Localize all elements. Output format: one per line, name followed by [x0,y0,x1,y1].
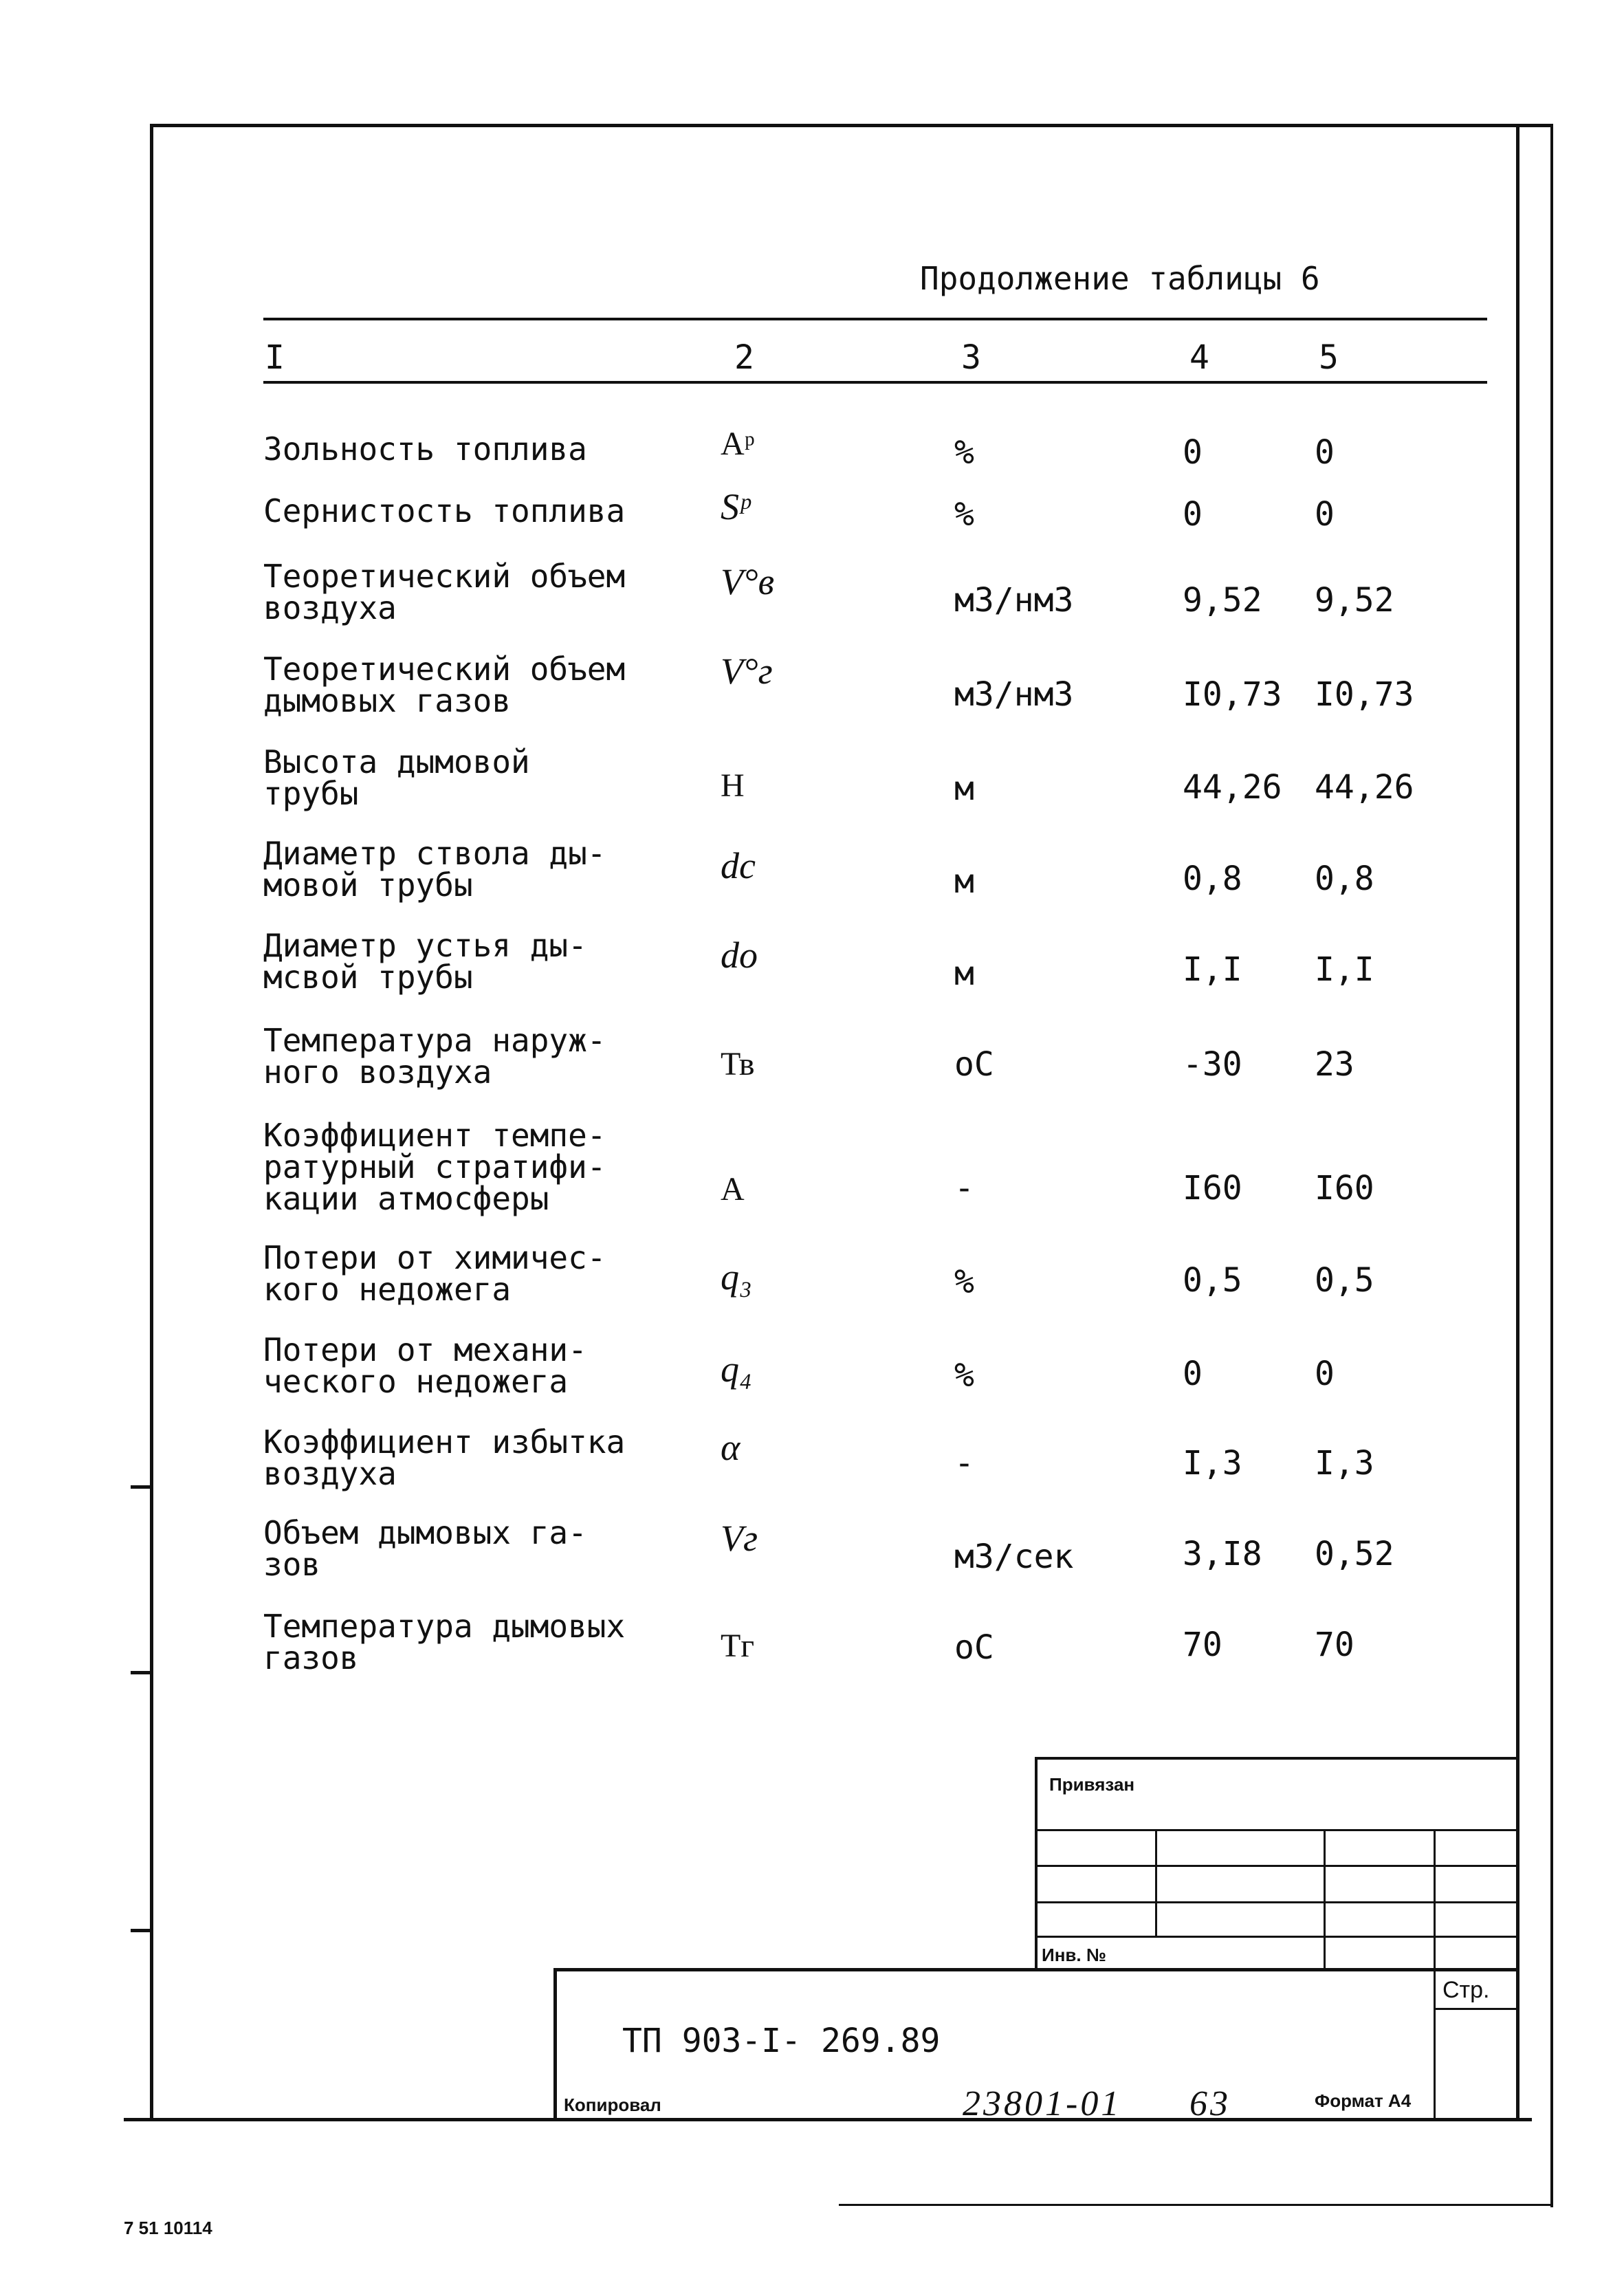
value-col-4: 0,5 [1183,1261,1242,1300]
footer-bottom-code: 7 51 10114 [124,2218,212,2238]
value-col-4: 44,26 [1183,768,1282,807]
frame-right-outer [1550,124,1553,2207]
frame-top [150,124,1532,127]
param-symbol: α [721,1427,740,1468]
table-caption: Продолжение таблицы 6 [920,260,1320,297]
param-name: Диаметр устья ды- мсвой трубы [263,927,587,996]
param-symbol: q₄ [721,1348,752,1390]
param-symbol: H [721,767,745,804]
margin-tick [131,1485,151,1489]
footer-kopiroval: Копировал [564,2095,661,2115]
column-header-5: 5 [1319,338,1339,377]
stamp-line [1324,1829,1326,1970]
stamp-inv-no: Инв. № [1042,1945,1106,1965]
value-col-5: 0 [1315,495,1335,534]
param-symbol: dс [721,845,756,886]
value-col-5: 0,52 [1315,1535,1394,1573]
value-col-5: 9,52 [1315,581,1394,620]
value-col-5: 0,8 [1315,860,1374,898]
value-col-4: 0 [1183,495,1203,534]
frame-right-inner [1516,124,1519,2121]
frame-left [150,124,153,2121]
document-code: ТП 903-I- 269.89 [622,2022,941,2060]
value-col-4: I,3 [1183,1444,1242,1483]
margin-tick [131,1929,151,1932]
value-col-5: 70 [1315,1626,1354,1664]
footer-format: Формат А4 [1315,2090,1412,2111]
param-unit: м3/нм3 [954,675,1074,714]
value-col-4: 9,52 [1183,581,1262,620]
column-header-2: 2 [734,338,754,377]
param-name: Сернистость топлива [263,492,626,529]
value-col-4: -30 [1183,1045,1242,1084]
param-unit: % [954,1262,974,1301]
param-symbol: q₃ [721,1256,752,1298]
param-name: Высота дымовой трубы [263,743,530,812]
param-name: Температура наруж- ного воздуха [263,1022,606,1091]
stamp-line [1434,2008,1516,2010]
value-col-4: I,I [1183,950,1242,989]
stamp-line [1035,1936,1516,1938]
value-col-5: I60 [1315,1169,1374,1207]
stamp-privyazan: Привязан [1049,1774,1135,1795]
value-col-5: I,3 [1315,1444,1374,1483]
column-header-1: I [265,338,285,377]
value-col-5: 0,5 [1315,1261,1374,1300]
param-name: Потери от химичес- кого недожега [263,1239,606,1308]
value-col-5: 44,26 [1315,768,1414,807]
param-symbol: Тг [721,1628,755,1664]
param-name: Температура дымовых газов [263,1608,626,1676]
param-name: Потери от механи- ческого недожега [263,1331,587,1400]
param-unit: м [954,954,974,993]
footer-page-number: 63 [1189,2084,1231,2123]
param-unit: м [954,862,974,901]
frame-bottom [124,2118,1532,2121]
margin-tick [131,1671,151,1674]
column-header-3: 3 [961,338,981,377]
param-name: Диаметр ствола ды- мовой трубы [263,835,606,904]
param-name: Коэффициент избытка воздуха [263,1423,626,1492]
stamp-line [1155,1829,1157,1936]
header-rule-top [263,318,1487,320]
param-symbol: V°в [721,561,775,602]
param-symbol: Vг [721,1518,758,1559]
param-unit: - [954,1444,974,1483]
param-name: Коэффициент темпе- ратурный стратифи- кации атмосферы [263,1117,606,1217]
value-col-4: I0,73 [1183,675,1282,714]
stamp-line [553,1968,557,2119]
value-col-5: 23 [1315,1045,1354,1084]
value-col-5: 0 [1315,1355,1335,1393]
param-symbol: Sᵖ [721,486,750,527]
param-unit: м [954,769,974,808]
param-unit: - [954,1169,974,1207]
value-col-4: 0,8 [1183,860,1242,898]
param-symbol: V°г [721,651,773,692]
param-symbol: Тв [721,1046,755,1082]
stamp-line [1035,1901,1516,1903]
stamp-line [1035,1757,1038,1970]
value-col-5: I,I [1315,950,1374,989]
param-unit: м3/сек [954,1538,1074,1576]
value-col-5: 0 [1315,433,1335,472]
stamp-line [1035,1829,1516,1831]
column-header-4: 4 [1189,338,1209,377]
header-rule-bottom [263,381,1487,384]
value-col-4: 3,I8 [1183,1535,1262,1573]
frame-top-outer [1516,124,1553,127]
value-col-4: 70 [1183,1626,1222,1664]
value-col-5: I0,73 [1315,675,1414,714]
stamp-page-label: Стр. [1442,1977,1490,2003]
frame-bottom-outer [839,2204,1553,2206]
param-unit: % [954,433,974,472]
value-col-4: 0 [1183,433,1203,472]
footer-order-number: 23801-01 [963,2084,1122,2123]
param-name: Теоретический объем воздуха [263,558,626,626]
param-unit: оС [954,1045,994,1084]
param-symbol: dо [721,934,758,976]
param-unit: % [954,495,974,534]
param-name: Зольность топлива [263,430,587,468]
stamp-line [1035,1865,1516,1867]
param-symbol: Aᵖ [721,426,755,462]
param-name: Объем дымовых га- зов [263,1514,587,1583]
param-unit: % [954,1356,974,1395]
param-unit: оС [954,1628,994,1667]
value-col-4: I60 [1183,1169,1242,1207]
param-symbol: А [721,1171,745,1207]
stamp-line [1434,1829,1436,2118]
param-unit: м3/нм3 [954,581,1074,620]
stamp-line [1035,1757,1516,1760]
param-name: Теоретический объем дымовых газов [263,651,626,719]
value-col-4: 0 [1183,1355,1203,1393]
stamp-line [553,1968,1516,1971]
